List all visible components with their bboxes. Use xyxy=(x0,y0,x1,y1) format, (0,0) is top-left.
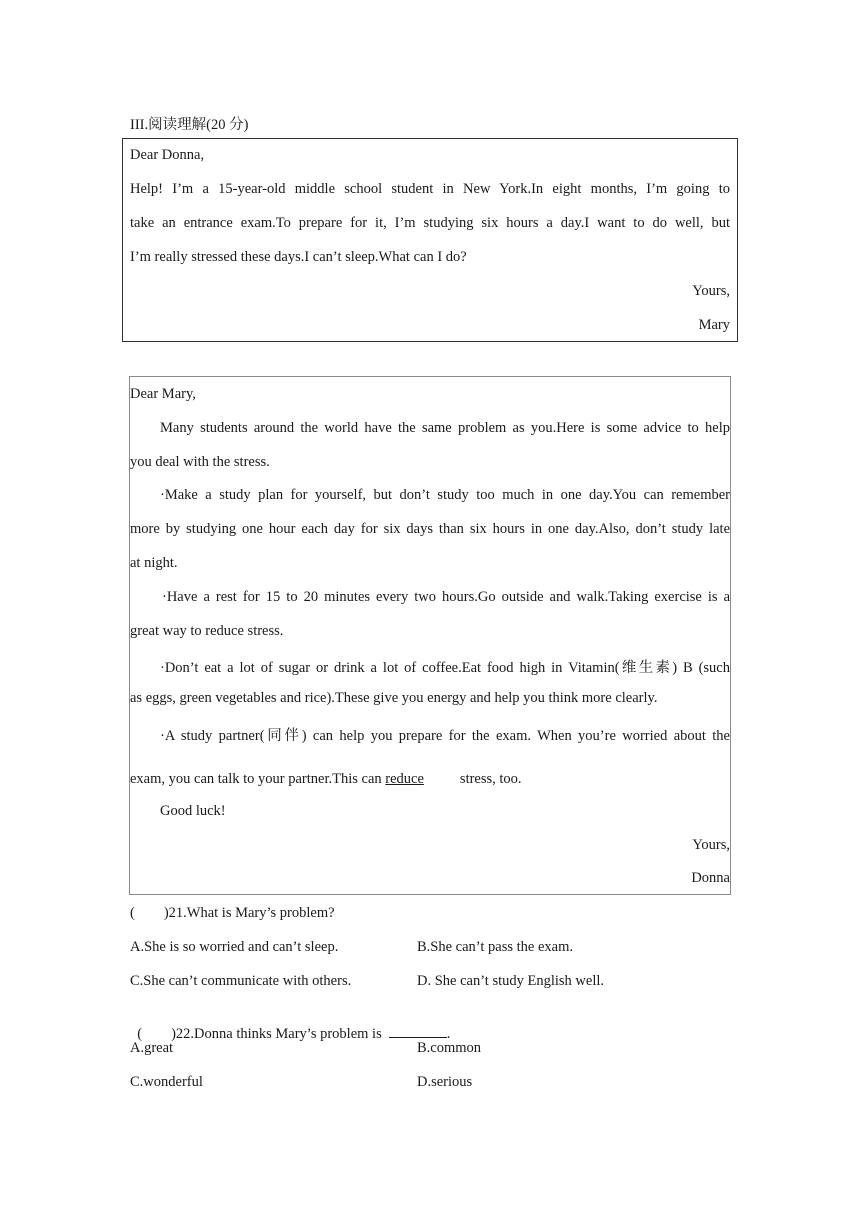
letter1-signature: Mary xyxy=(698,317,730,333)
letter2-closing: Yours, xyxy=(692,837,730,853)
letter2-text-line: ·Make a study plan for yourself, but don’t study too much in one day.You can remember xyxy=(160,487,730,503)
question-21-stem: ( )21.What is Mary’s problem? xyxy=(130,905,335,921)
q22-option-d: D.serious xyxy=(417,1074,473,1090)
letter2-text-line: at night. xyxy=(130,555,178,571)
letter1-greeting: Dear Donna, xyxy=(130,147,205,163)
letter2-text-line: more by studying one hour each day for six days than six hours in one day.Also, don’t study late xyxy=(130,521,730,537)
q22-option-c: C.wonderful xyxy=(130,1074,203,1090)
letter2-good-luck: Good luck! xyxy=(160,803,226,819)
letter2-text-line: Many students around the world have the same problem as you.Here is some advice to help xyxy=(160,420,730,436)
letter2-text-line: you deal with the stress. xyxy=(130,454,270,470)
letter2-text-segment: stress, too. xyxy=(459,771,522,787)
letter2-text-segment: exam, you can talk to your partner.This can xyxy=(130,771,386,787)
q22-option-b: B.common xyxy=(417,1040,482,1056)
q22-option-a: A.great xyxy=(130,1040,174,1056)
letter1-closing: Yours, xyxy=(692,283,730,299)
answer-blank xyxy=(389,1023,447,1038)
q21-option-c: C.She can’t communicate with others. xyxy=(130,973,352,989)
letter1-line: take an entrance exam.To prepare for it, I’m studying six hours a day.I want to do well, but xyxy=(130,215,730,231)
letter2-text-line: ·A study partner(同伴) can help you prepare for the exam. When you’re worried about the xyxy=(160,728,730,744)
question-22-stem xyxy=(130,1006,450,1043)
letter2-text-line xyxy=(130,771,522,788)
letter1-line: I’m really stressed these days.I can’t sleep.What can I do? xyxy=(130,249,467,265)
letter2-signature: Donna xyxy=(691,870,730,886)
letter2-text-line: ·Have a rest for 15 to 20 minutes every two hours.Go outside and walk.Taking exercise is a xyxy=(162,589,730,605)
question-22-stem-end: . xyxy=(446,1026,451,1042)
letter2-text-line: as eggs, green vegetables and rice).These give you energy and help you think more clearly. xyxy=(130,690,658,706)
q21-option-d: D. She can’t study English well. xyxy=(417,973,605,989)
letter-box-mary xyxy=(122,138,738,342)
q21-option-b: B.She can’t pass the exam. xyxy=(417,939,573,955)
section-title: III.阅读理解(20 分) xyxy=(130,117,249,133)
q21-option-a: A.She is so worried and can’t sleep. xyxy=(130,939,339,955)
underlined-word-reduce: reduce xyxy=(385,771,424,787)
letter2-text-line: ·Don’t eat a lot of sugar or drink a lot of coffee.Eat food high in Vitamin(维生素) B (such xyxy=(160,660,730,676)
letter2-greeting: Dear Mary, xyxy=(130,386,196,402)
letter1-line: Help! I’m a 15-year-old middle school student in New York.In eight months, I’m going to xyxy=(130,181,730,197)
letter2-text-line: great way to reduce stress. xyxy=(130,623,284,639)
question-22-stem-text: ( )22.Donna thinks Mary’s problem is xyxy=(137,1026,382,1042)
